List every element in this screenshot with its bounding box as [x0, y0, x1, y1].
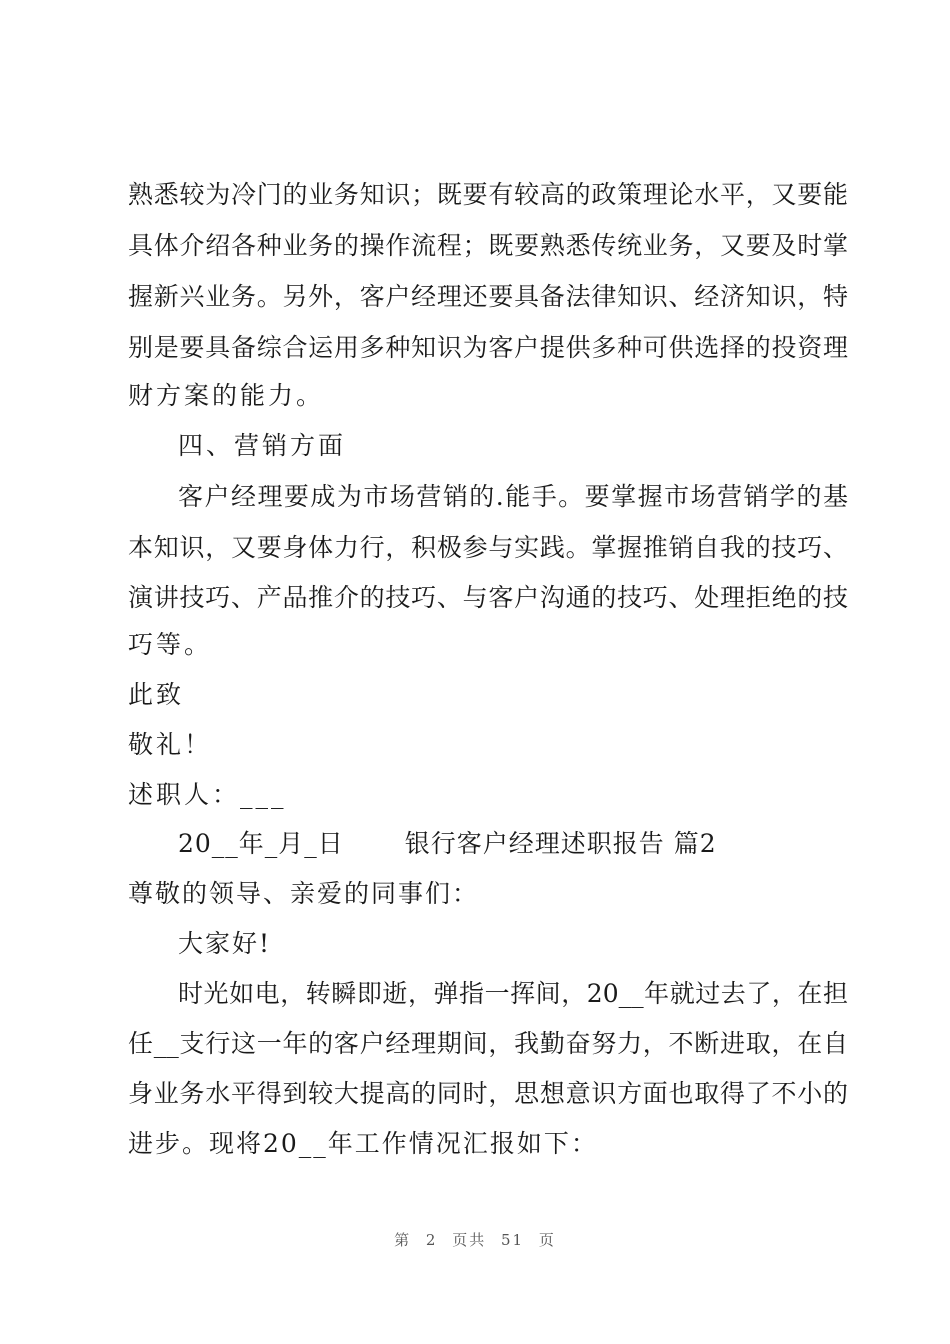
paragraph-line: 进步。现将20__年工作情况汇报如下：: [128, 1129, 598, 1158]
paragraph-line: 财方案的能力。: [128, 381, 325, 410]
greeting-line: 大家好!: [178, 929, 272, 958]
closing-salutation: 敬礼！: [128, 730, 213, 759]
signature-line: 述职人：___: [128, 780, 287, 809]
paragraph-line: 本知识，又要身体力行，积极参与实践。掌握推销自我的技巧、: [128, 533, 848, 562]
closing-line: 此致: [128, 680, 185, 709]
paragraph-line: 时光如电，转瞬即逝，弹指一挥间，20__年就过去了，在担: [178, 979, 848, 1008]
paragraph-line: 具体介绍各种业务的操作流程；既要熟悉传统业务，又要及时掌: [128, 231, 848, 260]
paragraph-line: 别是要具备综合运用多种知识为客户提供多种可供选择的投资理: [128, 333, 848, 362]
paragraph-line: 任__支行这一年的客户经理期间，我勤奋努力，不断进取，在自: [128, 1029, 848, 1058]
paragraph-line: 身业务水平得到较大提高的同时，思想意识方面也取得了不小的: [128, 1079, 848, 1108]
paragraph-line: 巧等。: [128, 630, 213, 659]
date-title-line: 20__年_月_日 银行客户经理述职报告 篇2: [178, 829, 717, 858]
page-number-footer: 第 2 页共 51 页: [394, 1231, 556, 1249]
section-heading: 四、营销方面: [178, 431, 347, 460]
paragraph-line: 熟悉较为冷门的业务知识；既要有较高的政策理论水平，又要能: [128, 180, 848, 209]
paragraph-line: 演讲技巧、产品推介的技巧、与客户沟通的技巧、处理拒绝的技: [128, 583, 848, 612]
paragraph-line: 客户经理要成为市场营销的.能手。要掌握市场营销学的基: [178, 482, 848, 511]
paragraph-line: 握新兴业务。另外，客户经理还要具备法律知识、经济知识，特: [128, 282, 848, 311]
greeting-line: 尊敬的领导、亲爱的同事们：: [128, 879, 480, 908]
